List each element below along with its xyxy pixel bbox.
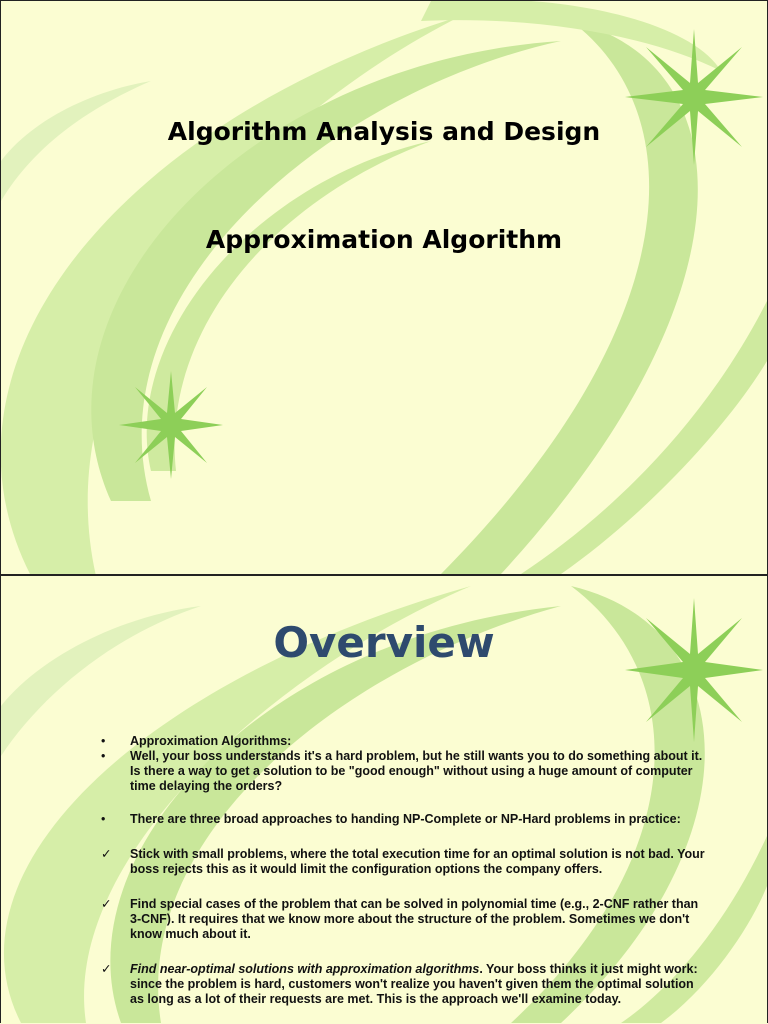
list-item-text: Stick with small problems, where the total execution time for an optimal solution is not bad. Your boss rejects this as it would limit the configuration options the company offers. [130, 847, 705, 876]
list-item-text: . Your boss thinks it just might work: since the problem is hard, customers won't realize you haven't given them the optimal solution as long as a lot of their requests are met. This is the approach we'll examine today. [130, 962, 698, 1006]
list-item-text: There are three broad approaches to handing NP-Complete or NP-Hard problems in practice: [130, 812, 681, 826]
list-item [101, 812, 706, 827]
list-item [101, 897, 706, 942]
overview-slide [0, 575, 768, 1023]
slide-title: Algorithm Analysis and Design [167, 117, 601, 146]
star-decoration [1, 1, 767, 574]
checkmark-icon: ✓ [101, 897, 112, 911]
list-item-text: Well, your boss understands it's a hard problem, but he still wants you to do something about it. Is there a way to get a solution to be "good enough" without using a huge amount of computer time delaying the orders? [130, 749, 703, 793]
bullet-icon: • [101, 812, 106, 826]
list-item-text: Approximation Algorithms: [130, 734, 292, 748]
bullet-list [101, 734, 706, 1007]
slide-subtitle: Approximation Algorithm [205, 225, 563, 254]
list-item [101, 749, 706, 794]
checkmark-icon: ✓ [101, 962, 112, 976]
bullet-icon: • [101, 734, 106, 748]
slide-heading: Overview [273, 618, 495, 667]
list-item-lead: Find near-optimal solutions with approximation algorithms [130, 962, 480, 976]
list-item [101, 847, 706, 877]
star-icon [119, 371, 223, 479]
list-item [101, 734, 706, 749]
bullet-icon: • [101, 749, 106, 763]
list-item [101, 962, 706, 1007]
checkmark-icon: ✓ [101, 847, 112, 861]
list-item-text: Find special cases of the problem that can be solved in polynomial time (e.g., 2-CNF rather than 3-CNF). It requires that we know more about the structure of the problem. Sometimes we don't know much about it. [130, 897, 699, 941]
